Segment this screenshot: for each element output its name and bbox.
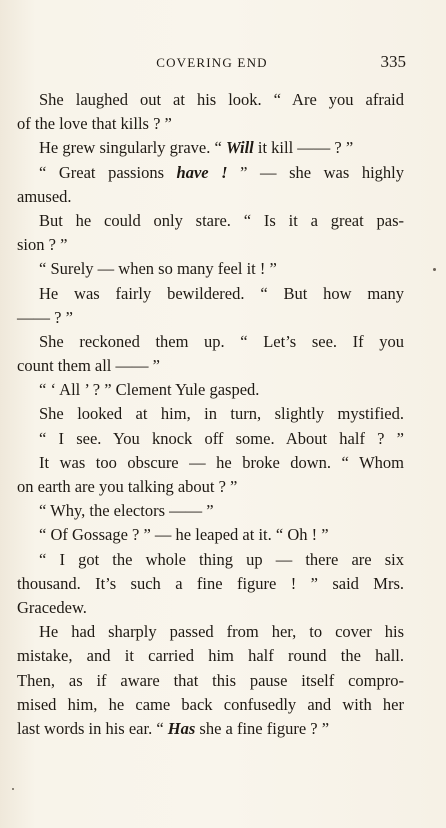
emphasized-word: Will [225,138,254,158]
text-run: last words in his ear. “ [17,718,168,738]
text-line [17,306,404,330]
text-line [17,427,404,451]
text-run: “ Why, the electors —— ” [39,501,214,521]
text-line [17,136,404,160]
text-run: ” — she was highly [227,162,404,182]
running-head [18,52,406,74]
text-run: on earth are you talking about ? ” [17,477,238,496]
text-run: He had sharply passed from her, to cover his [39,622,404,642]
text-run: it kill —— ? ” [253,138,354,158]
text-line [17,669,404,693]
text-run: —— ? ” [17,307,73,327]
text-line [17,451,404,475]
text-run: sion ? ” [17,235,68,255]
emphasized-word: have ! [176,162,228,182]
text-line [17,282,404,306]
text-line [17,620,404,644]
text-run: She reckoned them up. “ Let’s see. If you [39,331,404,351]
text-line [17,330,404,354]
text-line [17,354,404,378]
running-title: COVERING END [156,55,268,70]
text-line [17,112,404,136]
text-run: She looked at him, in turn, slightly mystified. [39,404,404,424]
text-run: of the love that kills ? ” [17,114,172,134]
text-run: she a fine figure ? ” [195,718,330,738]
text-line [17,209,404,233]
text-run: “ ‘ All ’ ? ” Clement Yule gasped. [39,380,260,400]
text-line [17,693,404,717]
text-line [17,257,404,281]
text-run: She laughed out at his look. “ Are you afraid [39,90,404,109]
text-line [17,185,404,209]
text-line [17,88,404,112]
page-number: 335 [380,52,406,71]
text-line [17,523,404,547]
text-line [17,378,404,402]
text-line [17,644,404,668]
text-line [17,499,404,523]
text-run: “ Of Gossage ? ” — he leaped at it. “ Oh ! ” [39,525,329,545]
text-line [17,596,404,620]
print-speck [433,268,436,271]
text-run: amused. [17,186,72,206]
text-run: “ I see. You knock off some. About half ? ” [39,428,404,448]
text-run: “ I got the whole thing up — there are six [39,549,404,569]
text-line [17,548,404,572]
text-line [17,475,404,499]
text-run: “ Surely — when so many feel it ! ” [39,259,277,279]
text-run: But he could only stare. “ Is it a great pas- [39,210,404,230]
text-run: Gracedew. [17,597,87,617]
text-run: Then, as if aware that this pause itself compro- [17,670,404,690]
text-line [17,717,404,741]
text-line [17,402,404,426]
body-text [17,88,404,741]
print-speck [12,788,14,790]
text-run: He was fairly bewildered. “ But how many [39,283,404,303]
text-line [17,233,404,257]
text-run: mistake, and it carried him half round the hall. [17,646,404,666]
text-line [17,572,404,596]
emphasized-word: Has [167,718,196,738]
text-run: It was too obscure — he broke down. “ Whom [39,452,404,472]
text-run: He grew singularly grave. “ [39,138,226,158]
text-line [17,161,404,185]
text-run: “ Great passions [39,162,177,182]
text-run: thousand. It’s such a fine figure ! ” said Mrs. [17,573,404,593]
text-run: mised him, he came back confusedly and with her [17,694,404,714]
text-run: count them all —— ” [17,356,160,376]
